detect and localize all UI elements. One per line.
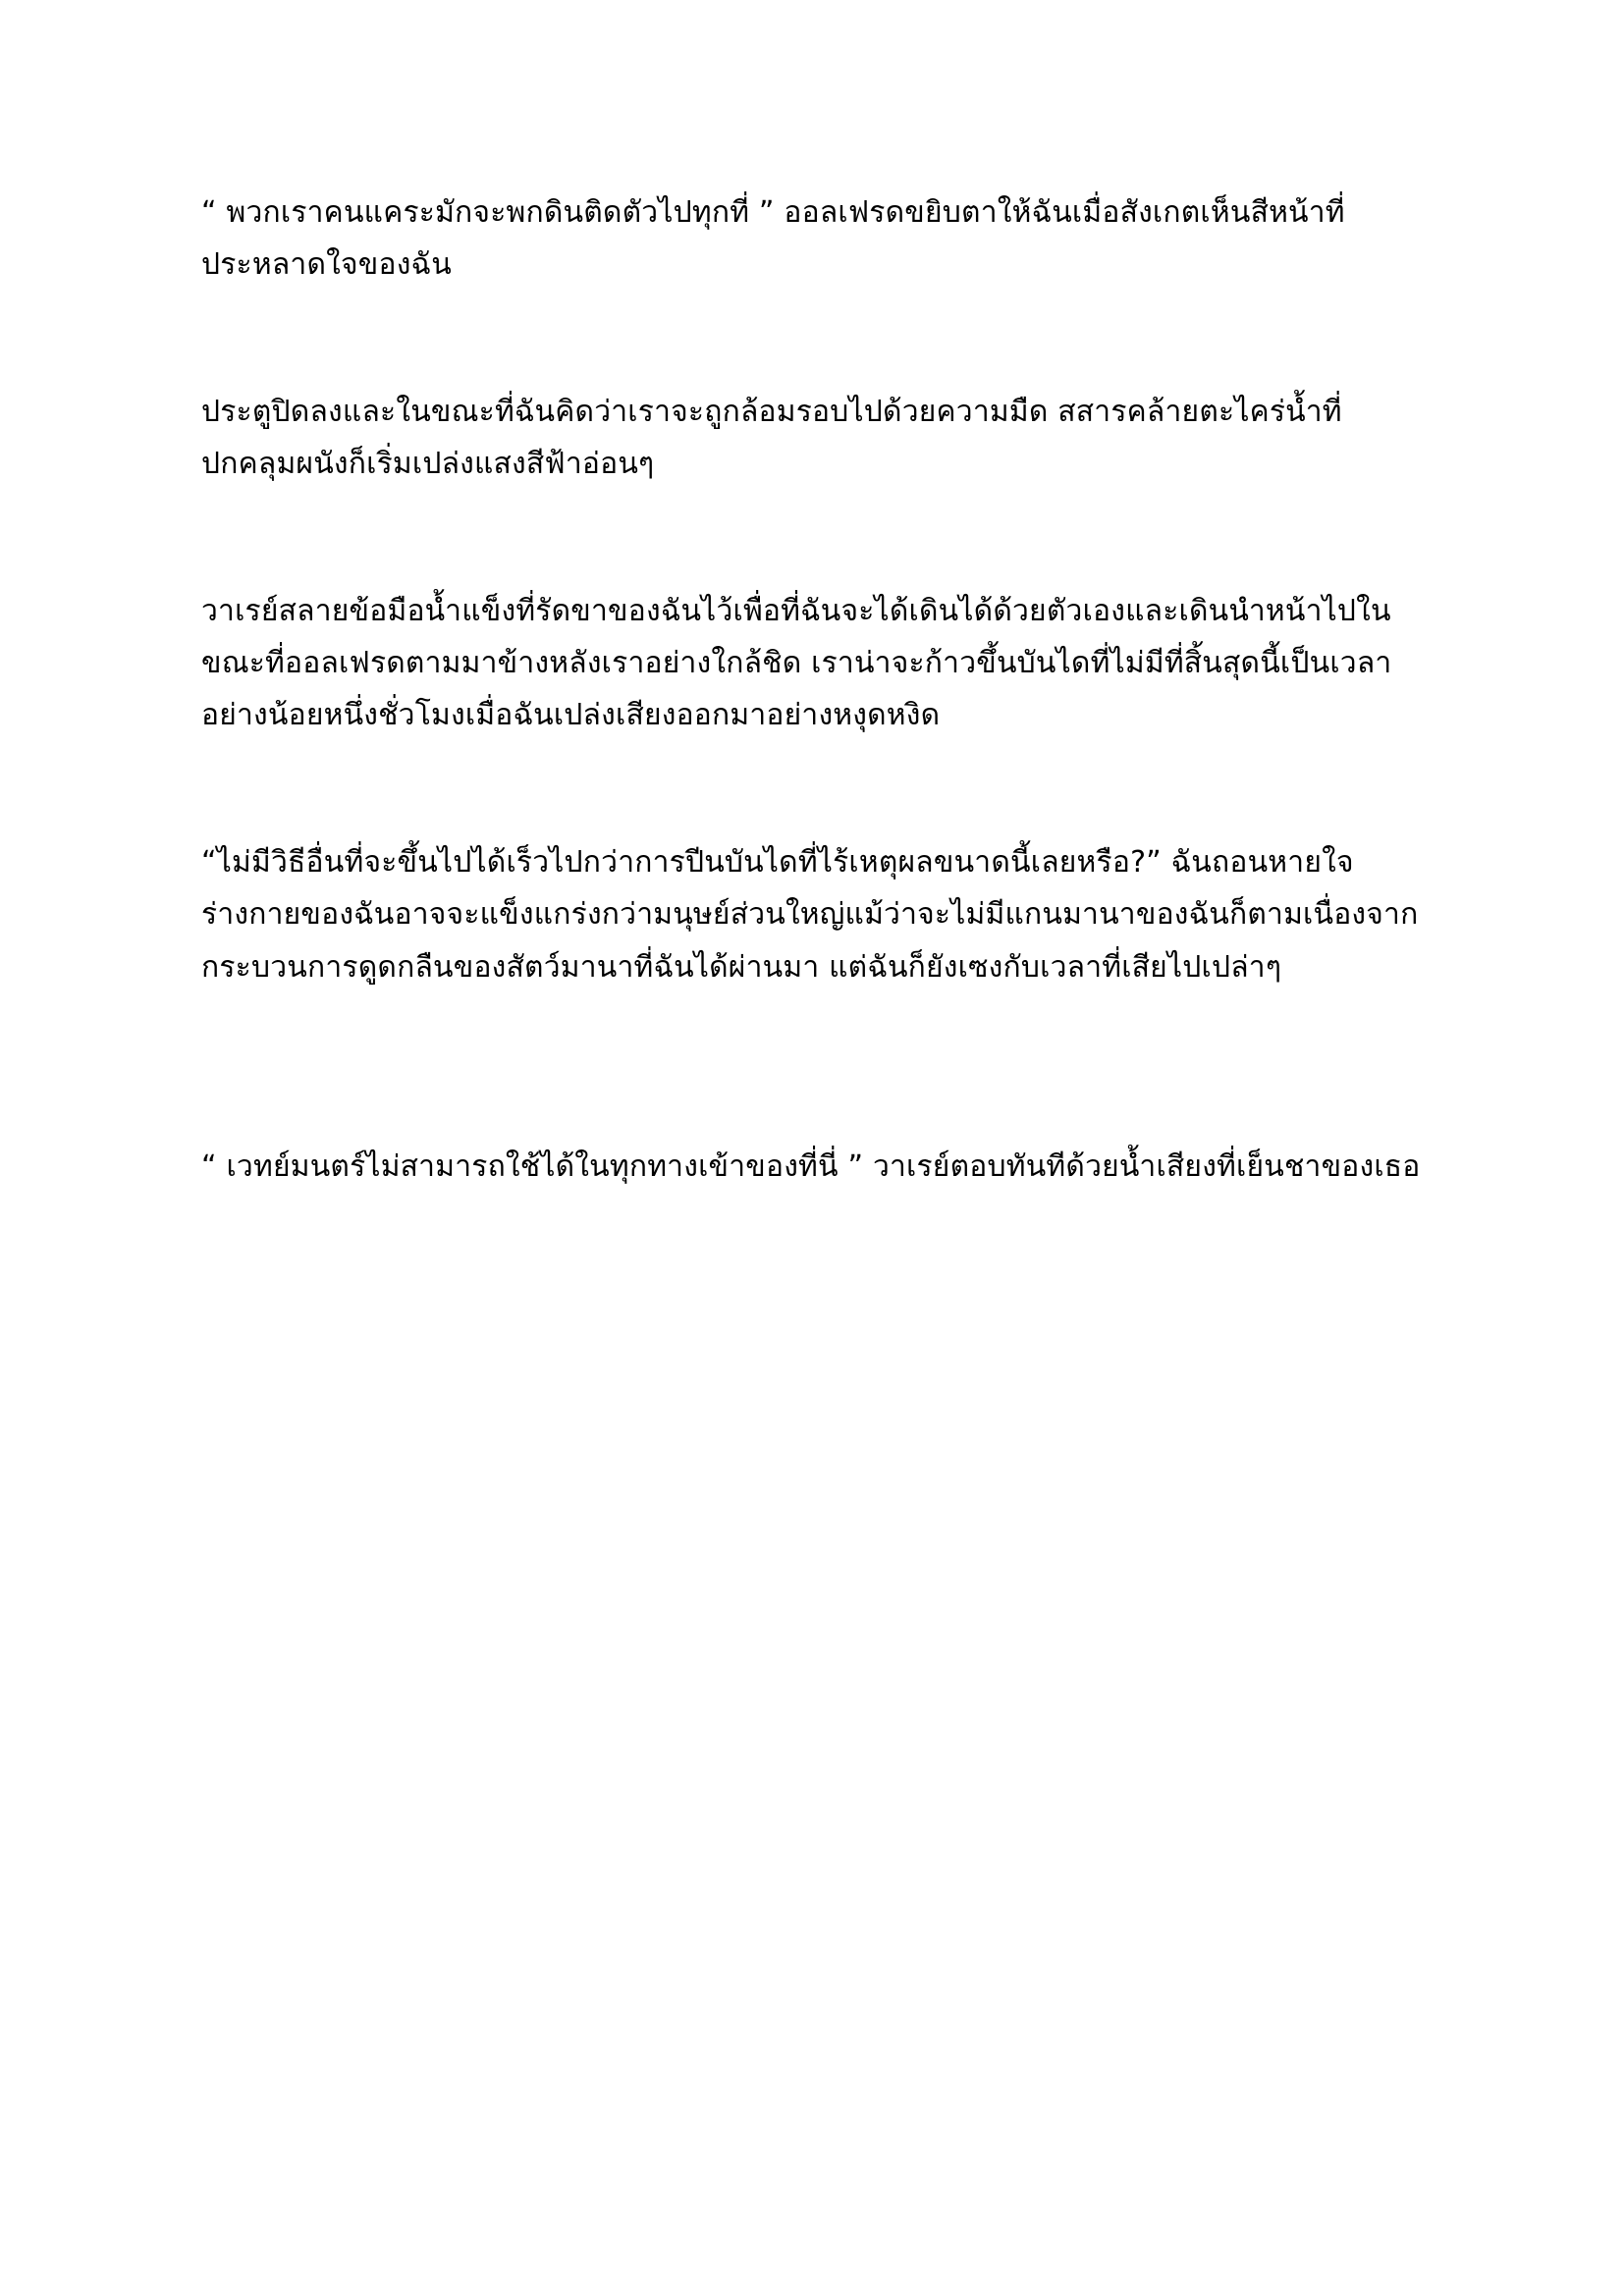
- paragraph: “ พวกเราคนแคระมักจะพกดินติดตัวไปทุกที่ ” ออลเฟรดขยิบตาให้ฉันเมื่อสังเกตเห็นสีหน้าที่ประหลาดใจของฉัน: [201, 195, 1345, 283]
- document-body: [201, 187, 1423, 1193]
- paragraph: วาเรย์สลายข้อมือน้ำแข็งที่รัดขาของฉันไว้เพื่อที่ฉันจะได้เดินได้ด้วยตัวเองและเดินนำหน้าไปในขณะที่ออลเฟรดตามมาข้างหลังเราอย่างใกล้ชิด เราน่าจะก้าวขึ้นบันไดที่ไม่มีที่สิ้นสุดนี้เป็นเวลาอย่างน้อยหนึ่งชั่วโมงเมื่อฉันเปล่งเสียงออกมาอย่างหงุดหงิด: [201, 593, 1392, 733]
- paragraph: “ เวทย์มนตร์ไม่สามารถใช้ได้ในทุกทางเข้าของที่นี่ ” วาเรย์ตอบทันทีด้วยน้ำเสียงที่เย็นชาของเธอ: [201, 1148, 1421, 1184]
- paragraph: “ไม่มีวิธีอื่นที่จะขึ้นไปได้เร็วไปกว่าการปีนบันไดที่ไร้เหตุผลขนาดนี้เลยหรือ?” ฉันถอนหายใจ ร่างกายของฉันอาจจะแข็งแกร่งกว่ามนุษย์ส่วนใหญ่แม้ว่าจะไม่มีแกนมานาของฉันก็ตามเนื่องจากกระบวนการดูดกลืนของสัตว์มานาที่ฉันได้ผ่านมา แต่ฉันก็ยังเซงกับเวลาที่เสียไปเปล่าๆ: [201, 844, 1419, 985]
- paragraph: ประตูปิดลงและในขณะที่ฉันคิดว่าเราจะถูกล้อมรอบไปด้วยความมืด สสารคล้ายตะไคร่น้ำที่ปกคลุมผนังก็เริ่มเปล่งแสงสีฟ้าอ่อนๆ: [201, 394, 1342, 482]
